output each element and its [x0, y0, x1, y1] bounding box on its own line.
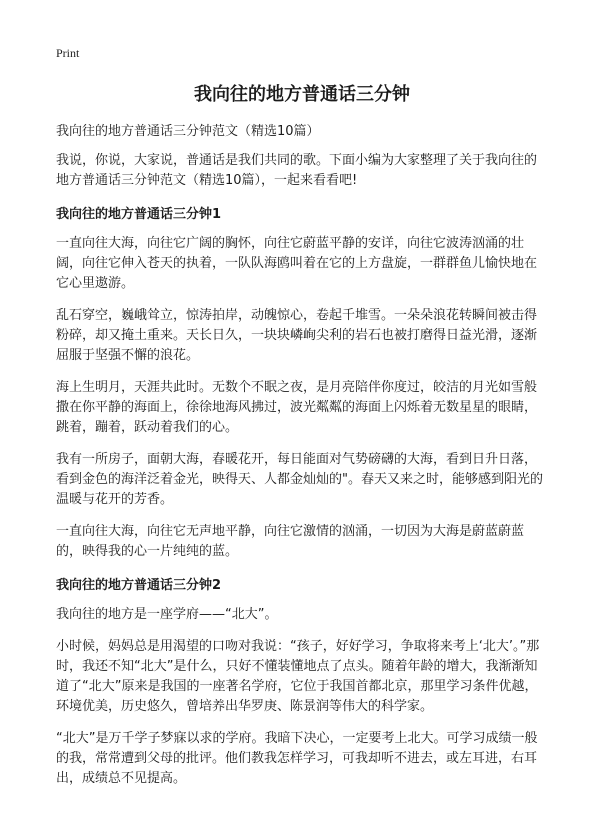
paragraph: 一直向往大海，向往它广阔的胸怀，向往它蔚蓝平静的安详，向往它波涛汹涌的壮阔，向往它伸入苍天的执着，一队队海鸥叫着在它的上方盘旋，一群群鱼儿愉快地在它心里遨游。 [56, 236, 538, 291]
document-title: 我向往的地方普通话三分钟 [194, 84, 410, 105]
intro-paragraph: 我说，你说，大家说，普通话是我们共同的歌。下面小编为大家整理了关于我向往的地方普通话三分钟范文（精选10篇），一起来看看吧! [56, 153, 538, 188]
section-heading-1: 我向往的地方普通话三分钟1 [56, 207, 222, 222]
paragraph: “北大”是万千学子梦寐以求的学府。我暗下决心，一定要考上北大。可学习成绩一般的我，常常遭到父母的批评。他们教我怎样学习，可我却听不进去，或左耳进，右耳出，成绩总不见提高。 [56, 731, 538, 786]
paragraph: 我有一所房子，面朝大海，春暖花开，每日能面对气势磅礴的大海，看到日升日落，看到金色的海洋泛着金光，映得天、人都金灿灿的"。春天又来之时，能够感到阳光的温暖与花开的芳香。 [56, 452, 543, 507]
document-subtitle: 我向往的地方普通话三分钟范文（精选10篇） [56, 124, 320, 139]
document-body [56, 74, 548, 801]
section-heading-2: 我向往的地方普通话三分钟2 [56, 578, 222, 593]
paragraph: 海上生明月，天涯共此时。无数个不眠之夜，是月亮陪伴你度过，皎洁的月光如雪般撒在你平静的海面上，徐徐地海风拂过，波光粼粼的海面上闪烁着无数星星的眼睛，跳着，蹦着，跃动着我们的心。 [56, 380, 538, 435]
paragraph: 小时候，妈妈总是用渴望的口吻对我说：“孩子，好好学习，争取将来考上‘北大’。”那时，我还不知“北大”是什么，只好不懂装懂地点了点头。随着年龄的增大，我渐渐知道了“北大”原来是我国的一座著名学府，它位于我国首都北京，那里学习条件优越，环境优美，历史悠久，曾培养出华罗庚、陈景润等伟大的科学家。 [56, 639, 540, 714]
paragraph: 我向往的地方是一座学府——“北大”。 [56, 607, 278, 622]
print-link[interactable]: Print [56, 46, 80, 60]
paragraph: 一直向往大海，向往它无声地平静，向往它激情的汹涌，一切因为大海是蔚蓝蔚蓝的，映得我的心一片纯纯的蓝。 [56, 524, 525, 559]
paragraph: 乱石穿空，巍峨耸立，惊涛拍岸，动魄惊心，卷起千堆雪。一朵朵浪花转瞬间被击得粉碎，却又掩土重来。天长日久，一块块嶙峋尖利的岩石也被打磨得日益光滑，逐渐屈服于坚强不懈的浪花。 [56, 308, 538, 363]
